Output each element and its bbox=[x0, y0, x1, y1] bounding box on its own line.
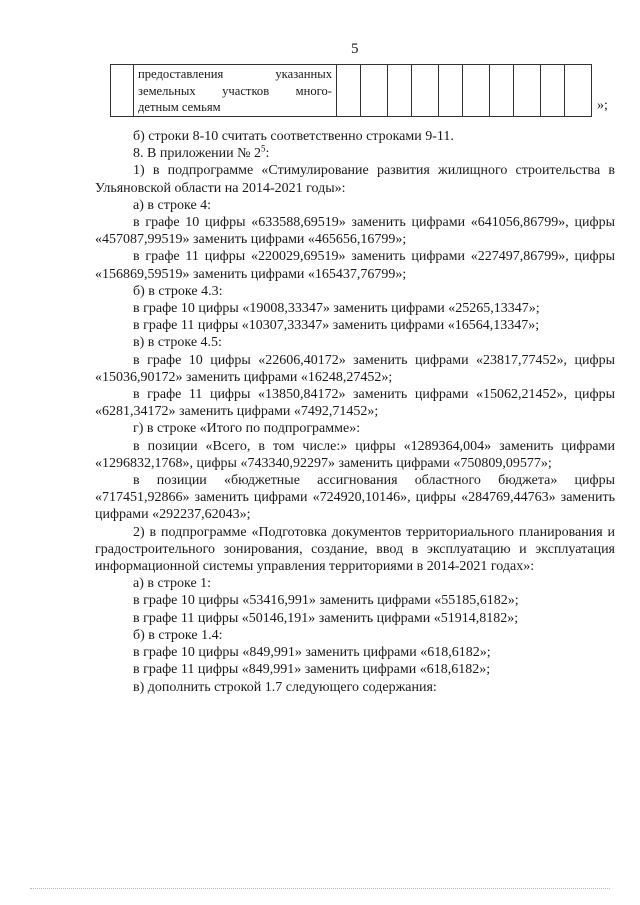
paragraph: 1) в подпрограмме «Стимулирование развития жилищного строительства в Ульяновской области на 2014-2021 годы»: bbox=[95, 163, 615, 196]
paragraph: а) в строке 1: bbox=[133, 576, 212, 592]
paragraph: в графе 11 цифры «10307,33347» заменить цифрами «16564,13347»; bbox=[133, 318, 540, 334]
section-heading-colon: : bbox=[265, 146, 270, 162]
paragraph: б) в строке 4.3: bbox=[133, 283, 223, 299]
footnote-superscript: 5 bbox=[261, 143, 266, 154]
table-cell-line: детным семьям bbox=[138, 100, 221, 114]
table-cell bbox=[337, 65, 361, 117]
table-cell bbox=[111, 65, 134, 117]
table-cell bbox=[439, 65, 463, 117]
continuation-table bbox=[110, 64, 592, 117]
closing-quote: »; bbox=[597, 98, 608, 113]
paragraph: б) строки 8-10 считать соответственно строками 9-11. bbox=[133, 129, 454, 144]
paragraph: б) в строке 1.4: bbox=[133, 627, 223, 643]
paragraph: в графе 11 цифры «13850,84172» заменить цифрами «15062,21452», цифры «6281,34172» заменить цифрами «7492,71452»; bbox=[95, 387, 615, 420]
table-cell bbox=[361, 65, 388, 117]
table-cell bbox=[388, 65, 412, 117]
table-cell-line: предоставления указанных bbox=[138, 67, 332, 81]
paragraph: а) в строке 4: bbox=[133, 197, 212, 213]
paragraph: в графе 10 цифры «19008,33347» заменить цифрами «25265,13347»; bbox=[133, 301, 540, 317]
table-cell bbox=[565, 65, 592, 117]
paragraph: в позиции «бюджетные ассигнования областного бюджета» цифры «717451,92866» заменить цифрами «724920,10146», цифры «284769,44763» заменить цифрами «292237,62043»; bbox=[95, 473, 615, 523]
paragraph-section-8 bbox=[95, 145, 615, 162]
paragraph: в графе 11 цифры «849,991» заменить цифрами «618,6182»; bbox=[133, 662, 491, 678]
table-row bbox=[111, 65, 592, 117]
table-cell bbox=[490, 65, 514, 117]
body-text bbox=[95, 128, 615, 696]
section-heading-text: 8. В приложении № 2 bbox=[133, 146, 261, 162]
paragraph: в) в строке 4.5: bbox=[133, 335, 222, 351]
paragraph: в графе 11 цифры «220029,69519» заменить цифрами «227497,86799», цифры «156869,59519» заменить цифрами «165437,76799»; bbox=[95, 249, 615, 282]
table-cell bbox=[412, 65, 439, 117]
paragraph: в) дополнить строкой 1.7 следующего содержания: bbox=[133, 679, 437, 695]
paragraph: в графе 10 цифры «849,991» заменить цифрами «618,6182»; bbox=[133, 645, 491, 661]
paragraph: в графе 10 цифры «22606,40172» заменить цифрами «23817,77452», цифры «15036,90172» заменить цифрами «16248,27452»; bbox=[95, 352, 615, 385]
table-cell-line: земельных участков много- bbox=[138, 83, 332, 98]
paragraph: в графе 11 цифры «50146,191» заменить цифрами «51914,8182»; bbox=[133, 610, 519, 626]
paragraph: 2) в подпрограмме «Подготовка документов территориального планирования и градостроительного зонирования, создание, ввод в эксплуатацию и эксплуатация информационной системы управления территориями в 2014-2021 годах»: bbox=[95, 524, 615, 575]
paragraph: в графе 10 цифры «633588,69519» заменить цифрами «641056,86799», цифры «457087,99519» заменить цифрами «465656,16799»; bbox=[95, 215, 615, 248]
table-cell-text bbox=[134, 65, 337, 117]
paragraph: г) в строке «Итого по подпрограмме»: bbox=[133, 421, 361, 437]
page-number: 5 bbox=[351, 41, 359, 57]
table-cell bbox=[541, 65, 565, 117]
paragraph: в графе 10 цифры «53416,991» заменить цифрами «55185,6182»; bbox=[133, 593, 519, 609]
scan-edge-dots bbox=[30, 888, 610, 890]
table-cell bbox=[463, 65, 490, 117]
paragraph: в позиции «Всего, в том числе:» цифры «1289364,004» заменить цифрами «1296832,1768», цифры «743340,92297» заменить цифрами «750809,09577»; bbox=[95, 438, 615, 471]
table-cell bbox=[514, 65, 541, 117]
